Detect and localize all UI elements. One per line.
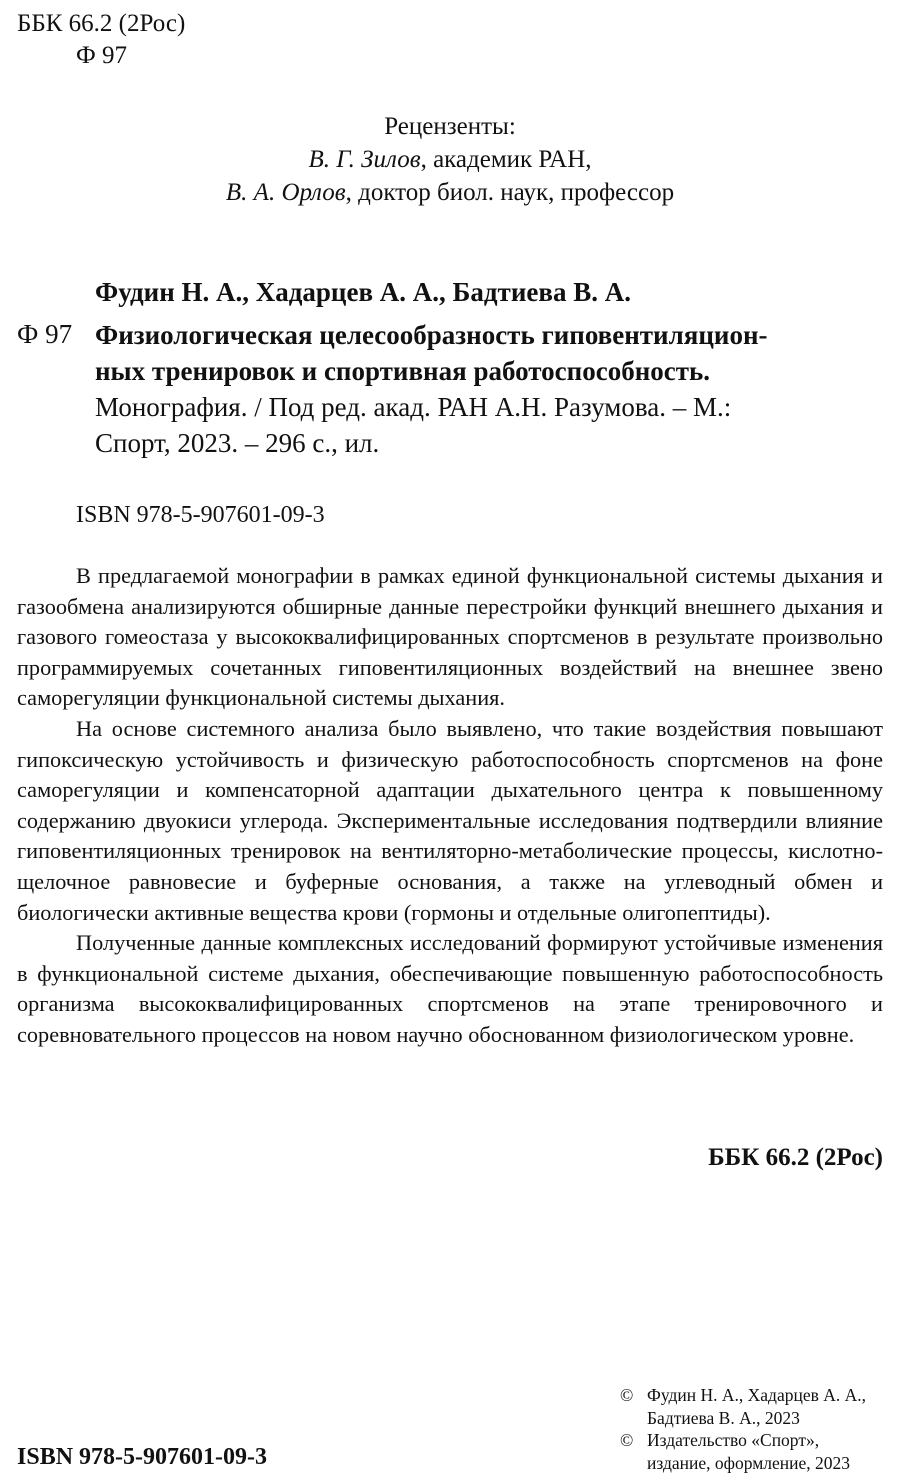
author-mark-top: Ф 97 (76, 42, 128, 69)
reviewer-name: В. Г. Зилов (308, 146, 421, 173)
reviewers-block (0, 110, 900, 209)
copyright-symbol: © (620, 1385, 634, 1405)
reviewers-title: Рецензенты: (384, 113, 516, 140)
abstract-paragraph: Полученные данные комплексных исследований формируют устойчивые изменения в функциональной системе дыхания, обеспечивающие повышенную работоспособность организма высококвалифицированных спортсменов на этапе тренировочного и соревновательного процессов на новом научно обоснованном физиологическом уровне. (17, 930, 883, 1047)
reviewer-position: , академик РАН, (420, 146, 592, 173)
abstract (17, 561, 883, 1051)
bbk-code-bottom: ББК 66.2 (2Рос) (708, 1144, 883, 1171)
copyright-entry (620, 1384, 890, 1429)
reviewer-name: В. А. Орлов (225, 179, 346, 206)
isbn: ISBN 978-5-907601-09-3 (76, 502, 325, 528)
book-title-line: ных тренировок и спортивная работоспособность. (95, 356, 711, 386)
reviewer (0, 176, 900, 209)
copyright-line: Издательство «Спорт», (647, 1430, 820, 1451)
abstract-paragraph: На основе системного анализа было выявлено, что такие воздействия повышают гипоксическую устойчивость и физическую работоспособность спортсменов на фоне саморегуляции и компенсаторной адаптации дыхательного центра к повышенному содержанию двуокиси углерода. Экспериментальные исследования подтвердили влияние гиповентиляционных тренировок на вентиляторно-метаболические процессы, кислотно-щелочное равновесие и буферные основания, а также на углеводный обмен и биологически активные вещества крови (гормоны и отдельные олигопептиды). (17, 715, 883, 925)
bbk-code-top: ББК 66.2 (2Рос) (17, 10, 186, 37)
copyright-symbol: © (620, 1430, 634, 1451)
isbn-bottom: ISBN 978-5-907601-09-3 (17, 1444, 267, 1470)
book-authors: Фудин Н. А., Хадарцев А. А., Бадтиева В. А. (95, 277, 631, 307)
book-title-line: Физиологическая целесообразность гиповентиляцион- (95, 320, 768, 350)
book-note-line: Спорт, 2023. – 296 с., ил. (95, 428, 380, 458)
book-note-line: Монография. / Под ред. акад. РАН А.Н. Разумова. – М.: (95, 392, 732, 422)
reviewer-position: , доктор биол. наук, профессор (345, 179, 675, 206)
copyright-line: Фудин Н. А., Хадарцев А. А., (647, 1385, 867, 1405)
reviewer (0, 143, 900, 176)
copyright-line: издание, оформление, 2023 (647, 1452, 851, 1473)
author-mark: Ф 97 (17, 319, 73, 349)
book-description (95, 317, 885, 461)
copyright-block (620, 1384, 890, 1474)
abstract-paragraph: В предлагаемой монографии в рамках единой функциональной системы дыхания и газообмена анализируются обширные данные перестройки функций внешнего дыхания и газового гомеостаза у высококвалифицированных спортсменов в результате произвольно программируемых сочетанных гиповентиляционных воздействий на внешнее звено саморегуляции функциональной системы дыхания. (17, 563, 883, 711)
copyright-entry (620, 1429, 890, 1474)
copyright-line: Бадтиева В. А., 2023 (647, 1407, 800, 1428)
